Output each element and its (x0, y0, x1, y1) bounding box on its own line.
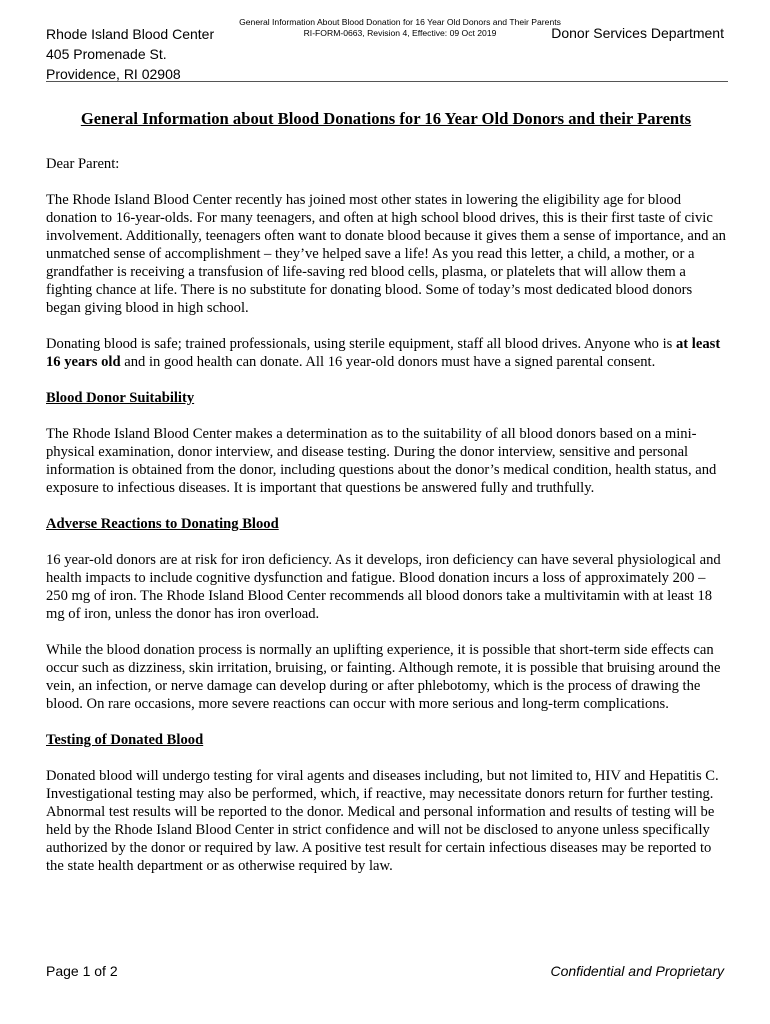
section-heading-testing: Testing of Donated Blood (46, 732, 204, 748)
intro-paragraph: The Rhode Island Blood Center recently has joined most other states in lowering the eligibility age for blood donation to 16-year-olds. For many teenagers, and often at high school blood drives, this is their first taste of civic involvement. Additionally, teenagers often want to donate blood because it gives them a sense of importance, and an unmatched sense of accomplishment – they’ve helped save a life! As you read this letter, a child, a mother, or a grandfather is receiving a transfusion of life-saving red blood cells, plasma, or platelets that will allow them a fighting chance at life. There is no substitute for donating blood. Some of today’s most dedicated blood donors began giving blood in high school. (46, 192, 726, 316)
safety-age-requirement: at least 16 years old (46, 336, 721, 370)
address-line-2: Providence, RI 02908 (46, 66, 181, 82)
organization-address-block (46, 24, 214, 84)
form-id: RI-FORM-0663, Revision 4, Effective: 09 Oct 2019 (303, 28, 497, 38)
header-divider (46, 81, 728, 82)
organization-name: Rhode Island Blood Center (46, 26, 215, 42)
document-title: General Information about Blood Donations for 16 Year Old Donors and their Parents (80, 109, 692, 128)
document-body (46, 108, 726, 893)
safety-text-after: and in good health can donate. All 16 year-old donors must have a signed parental consent. (120, 354, 656, 370)
form-title: General Information About Blood Donation for 16 Year Old Donors and Their Parents (239, 17, 561, 27)
form-info-block (210, 17, 590, 39)
safety-text-before: Donating blood is safe; trained professionals, using sterile equipment, staff all blood drives. Anyone who is (46, 336, 676, 352)
testing-paragraph: Donated blood will undergo testing for viral agents and diseases including, but not limited to, HIV and Hepatitis C. Investigational testing may also be performed, which, if reactive, may necessitate donors return for further testing. Abnormal test results will be reported to the donor. Medical and personal information and results of testing will be held by the Rhode Island Blood Center in strict confidence and will not be disclosed to anyone unless specifically authorized by the donor or required by law. A positive test result for certain infectious diseases may be reported to the state health department or as otherwise required by law. (46, 768, 719, 874)
confidential-notice: Confidential and Proprietary (550, 963, 724, 979)
side-effects-paragraph: While the blood donation process is normally an uplifting experience, it is possible that short-term side effects can occur such as dizziness, skin irritation, bruising, or fainting. Although remote, it is possible that bruising around the vein, an infection, or nerve damage can develop during or after phlebotomy, which is the process of drawing the blood. On rare occasions, more severe reactions can occur with more serious and long-term complications. (46, 642, 721, 712)
iron-deficiency-paragraph: 16 year-old donors are at risk for iron deficiency. As it develops, iron deficiency can have several physiological and health impacts to include cognitive dysfunction and fatigue. Blood donation incurs a loss of approximately 200 – 250 mg of iron. The Rhode Island Blood Center recommends all blood donors take a multivitamin with at least 18 mg of iron, unless the donor has iron overload. (46, 552, 721, 622)
section-heading-adverse-reactions: Adverse Reactions to Donating Blood (46, 516, 279, 532)
suitability-paragraph: The Rhode Island Blood Center makes a determination as to the suitability of all blood donors based on a mini-physical examination, donor interview, and disease testing. During the donor interview, sensitive and personal information is obtained from the donor, including questions about the donor’s medical condition, health status, and exposure to infectious diseases. It is important that questions be answered fully and truthfully. (46, 426, 717, 496)
department-name: Donor Services Department (551, 25, 724, 41)
address-line-1: 405 Promenade St. (46, 46, 167, 62)
salutation: Dear Parent: (46, 156, 120, 172)
section-heading-suitability: Blood Donor Suitability (46, 390, 195, 406)
page-number: Page 1 of 2 (46, 963, 118, 979)
safety-paragraph (46, 335, 726, 371)
